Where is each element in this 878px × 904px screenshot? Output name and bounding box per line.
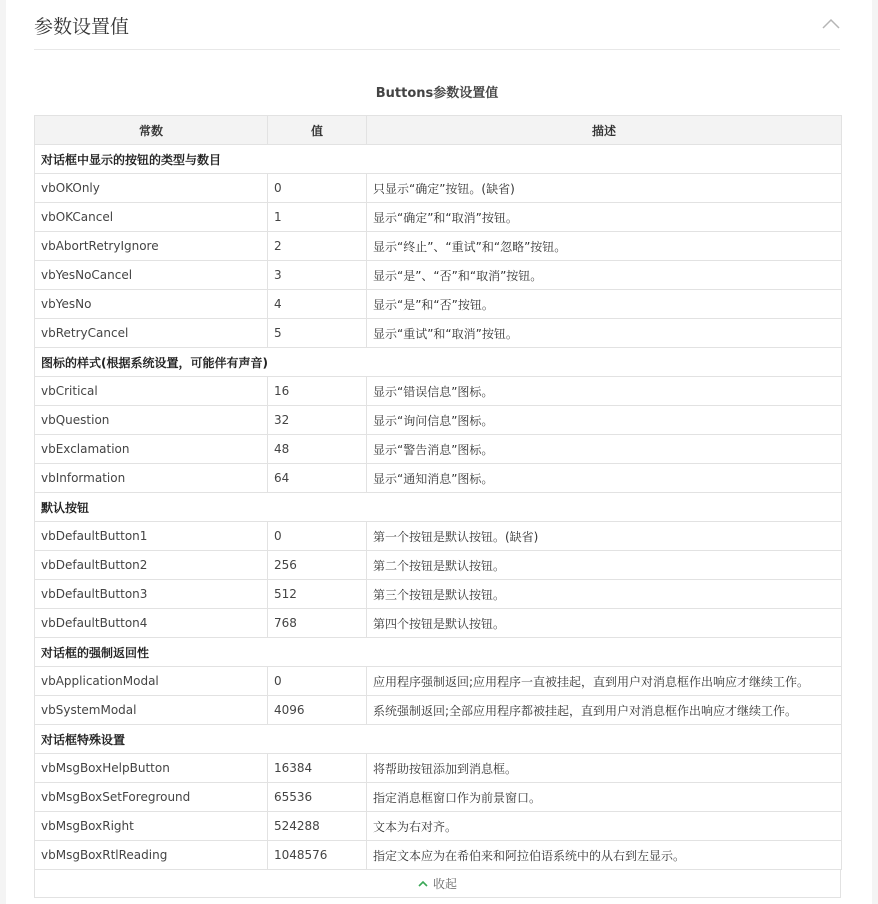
table-caption: Buttons参数设置值	[375, 86, 499, 101]
cell-value: 65536	[268, 783, 367, 812]
cell-description: 第四个按钮是默认按钮。	[367, 609, 842, 638]
section-header[interactable]	[34, 0, 840, 50]
table-header-row	[35, 116, 842, 145]
table-row	[35, 580, 842, 609]
cell-description: 显示“重试”和“取消”按钮。	[367, 319, 842, 348]
cell-constant: vbMsgBoxRtlReading	[35, 841, 268, 870]
cell-constant: vbInformation	[35, 464, 268, 493]
table-row	[35, 261, 842, 290]
section-title: 参数设置值	[34, 16, 130, 38]
table-row	[35, 464, 842, 493]
cell-description: 显示“询问信息”图标。	[367, 406, 842, 435]
cell-value: 2	[268, 232, 367, 261]
cell-description: 显示“通知消息”图标。	[367, 464, 842, 493]
group-title: 图标的样式(根据系统设置，可能伴有声音)	[35, 348, 842, 377]
table-row	[35, 522, 842, 551]
group-title: 对话框特殊设置	[35, 725, 842, 754]
buttons-parameter-table	[34, 115, 842, 870]
cell-description: 文本为右对齐。	[367, 812, 842, 841]
cell-description: 只显示“确定”按钮。(缺省)	[367, 174, 842, 203]
cell-constant: vbOKCancel	[35, 203, 268, 232]
cell-value: 5	[268, 319, 367, 348]
header-description: 描述	[367, 116, 842, 145]
cell-description: 第一个按钮是默认按钮。(缺省)	[367, 522, 842, 551]
cell-value: 48	[268, 435, 367, 464]
cell-description: 第二个按钮是默认按钮。	[367, 551, 842, 580]
cell-constant: vbMsgBoxRight	[35, 812, 268, 841]
table-row	[35, 667, 842, 696]
cell-value: 3	[268, 261, 367, 290]
cell-constant: vbOKOnly	[35, 174, 268, 203]
table-row	[35, 783, 842, 812]
cell-constant: vbDefaultButton1	[35, 522, 268, 551]
cell-value: 4	[268, 290, 367, 319]
cell-constant: vbRetryCancel	[35, 319, 268, 348]
cell-constant: vbApplicationModal	[35, 667, 268, 696]
cell-value: 0	[268, 667, 367, 696]
cell-description: 第三个按钮是默认按钮。	[367, 580, 842, 609]
cell-constant: vbMsgBoxSetForeground	[35, 783, 268, 812]
parameter-card	[6, 0, 872, 904]
table-group-row	[35, 145, 842, 174]
table-row	[35, 203, 842, 232]
table-row	[35, 812, 842, 841]
table-row	[35, 232, 842, 261]
cell-constant: vbSystemModal	[35, 696, 268, 725]
cell-value: 1	[268, 203, 367, 232]
cell-value: 768	[268, 609, 367, 638]
chevron-up-icon	[418, 880, 428, 887]
cell-constant: vbYesNo	[35, 290, 268, 319]
cell-constant: vbExclamation	[35, 435, 268, 464]
cell-description: 显示“警告消息”图标。	[367, 435, 842, 464]
chevron-up-icon[interactable]	[822, 18, 840, 30]
collapse-label: 收起	[432, 876, 457, 891]
table-row	[35, 551, 842, 580]
cell-description: 指定消息框窗口作为前景窗口。	[367, 783, 842, 812]
table-body	[35, 145, 842, 870]
cell-value: 64	[268, 464, 367, 493]
table-row	[35, 696, 842, 725]
table-row	[35, 377, 842, 406]
collapse-button[interactable]	[34, 869, 841, 898]
cell-constant: vbDefaultButton3	[35, 580, 268, 609]
cell-value: 256	[268, 551, 367, 580]
table-row	[35, 174, 842, 203]
cell-description: 显示“确定”和“取消”按钮。	[367, 203, 842, 232]
cell-value: 16384	[268, 754, 367, 783]
table-group-row	[35, 638, 842, 667]
cell-constant: vbYesNoCancel	[35, 261, 268, 290]
table-row	[35, 290, 842, 319]
cell-description: 应用程序强制返回;应用程序一直被挂起，直到用户对消息框作出响应才继续工作。	[367, 667, 842, 696]
cell-description: 系统强制返回;全部应用程序都被挂起，直到用户对消息框作出响应才继续工作。	[367, 696, 842, 725]
cell-value: 4096	[268, 696, 367, 725]
group-title: 对话框中显示的按钮的类型与数目	[35, 145, 842, 174]
table-group-row	[35, 725, 842, 754]
group-title: 对话框的强制返回性	[35, 638, 842, 667]
cell-value: 0	[268, 522, 367, 551]
cell-description: 显示“是”、“否”和“取消”按钮。	[367, 261, 842, 290]
cell-constant: vbDefaultButton4	[35, 609, 268, 638]
table-row	[35, 406, 842, 435]
cell-value: 1048576	[268, 841, 367, 870]
cell-constant: vbDefaultButton2	[35, 551, 268, 580]
header-constant: 常数	[35, 116, 268, 145]
header-value: 值	[268, 116, 367, 145]
table-row	[35, 609, 842, 638]
cell-description: 将帮助按钮添加到消息框。	[367, 754, 842, 783]
table-row	[35, 841, 842, 870]
table-group-row	[35, 348, 842, 377]
table-row	[35, 435, 842, 464]
cell-constant: vbAbortRetryIgnore	[35, 232, 268, 261]
table-group-row	[35, 493, 842, 522]
cell-value: 524288	[268, 812, 367, 841]
cell-constant: vbQuestion	[35, 406, 268, 435]
group-title: 默认按钮	[35, 493, 842, 522]
cell-description: 指定文本应为在希伯来和阿拉伯语系统中的从右到左显示。	[367, 841, 842, 870]
cell-value: 512	[268, 580, 367, 609]
cell-description: 显示“错误信息”图标。	[367, 377, 842, 406]
cell-value: 0	[268, 174, 367, 203]
cell-constant: vbMsgBoxHelpButton	[35, 754, 268, 783]
table-row	[35, 319, 842, 348]
cell-constant: vbCritical	[35, 377, 268, 406]
cell-description: 显示“是”和“否”按钮。	[367, 290, 842, 319]
cell-value: 16	[268, 377, 367, 406]
cell-description: 显示“终止”、“重试”和“忽略”按钮。	[367, 232, 842, 261]
table-row	[35, 754, 842, 783]
cell-value: 32	[268, 406, 367, 435]
